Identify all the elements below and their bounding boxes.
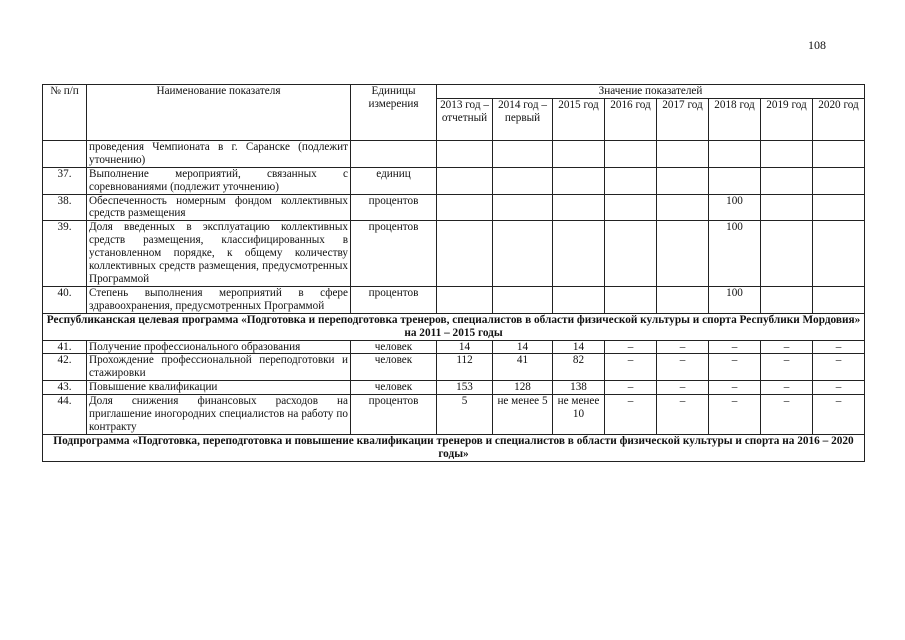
header-year: 2016 год xyxy=(605,98,657,140)
row-num: 41. xyxy=(43,340,87,354)
row-unit: единиц xyxy=(351,167,437,194)
row-value xyxy=(657,140,709,167)
row-value xyxy=(553,167,605,194)
row-unit: процентов xyxy=(351,194,437,221)
row-unit: процентов xyxy=(351,286,437,313)
header-name: Наименование показателя xyxy=(87,85,351,141)
row-name: Доля снижения финансовых расходов на приглашение иногородних специалистов на работу по контракту xyxy=(87,395,351,435)
row-value: 100 xyxy=(709,286,761,313)
row-value xyxy=(605,194,657,221)
row-value: – xyxy=(813,395,865,435)
header-year: 2014 год – первый xyxy=(493,98,553,140)
row-value xyxy=(437,221,493,287)
row-num: 43. xyxy=(43,381,87,395)
row-value: 14 xyxy=(493,340,553,354)
row-value: – xyxy=(813,354,865,381)
row-value: – xyxy=(813,381,865,395)
row-unit: человек xyxy=(351,381,437,395)
header-year: 2020 год xyxy=(813,98,865,140)
section-row xyxy=(43,434,865,461)
row-value xyxy=(709,140,761,167)
row-value: – xyxy=(761,381,813,395)
row-value xyxy=(813,221,865,287)
row-value xyxy=(605,221,657,287)
table-row xyxy=(43,221,865,287)
row-name: проведения Чемпионата в г. Саранске (подлежит уточнению) xyxy=(87,140,351,167)
row-value: 41 xyxy=(493,354,553,381)
row-num: 38. xyxy=(43,194,87,221)
row-value: 14 xyxy=(553,340,605,354)
row-num: 44. xyxy=(43,395,87,435)
row-value: – xyxy=(657,340,709,354)
row-value: – xyxy=(605,340,657,354)
table-row xyxy=(43,140,865,167)
row-unit: человек xyxy=(351,354,437,381)
table-row xyxy=(43,354,865,381)
row-value xyxy=(813,194,865,221)
row-value: – xyxy=(657,381,709,395)
indicators-table xyxy=(42,84,865,462)
row-value xyxy=(813,286,865,313)
table-row xyxy=(43,167,865,194)
row-value: – xyxy=(709,381,761,395)
row-value: – xyxy=(657,395,709,435)
row-value: – xyxy=(605,354,657,381)
row-value xyxy=(553,194,605,221)
row-value xyxy=(605,167,657,194)
row-value xyxy=(493,286,553,313)
row-value: – xyxy=(761,340,813,354)
row-name: Обеспеченность номерным фондом коллективных средств размещения xyxy=(87,194,351,221)
table-row xyxy=(43,194,865,221)
row-value: 14 xyxy=(437,340,493,354)
header-year: 2019 год xyxy=(761,98,813,140)
row-unit xyxy=(351,140,437,167)
row-value: 128 xyxy=(493,381,553,395)
row-value xyxy=(553,221,605,287)
row-value: – xyxy=(761,395,813,435)
row-value: – xyxy=(709,395,761,435)
header-num: № п/п xyxy=(43,85,87,141)
row-name: Доля введенных в эксплуатацию коллективных средств размещения, классифицированных в установленном порядке, к общему количеству коллективных средств размещения, предусмотренных Программой xyxy=(87,221,351,287)
header-year: 2018 год xyxy=(709,98,761,140)
row-value xyxy=(657,194,709,221)
row-num: 42. xyxy=(43,354,87,381)
row-name: Степень выполнения мероприятий в сфере здравоохранения, предусмотренных Программой xyxy=(87,286,351,313)
row-num: 39. xyxy=(43,221,87,287)
header-year: 2013 год – отчетный xyxy=(437,98,493,140)
section-heading-program: Республиканская целевая программа «Подготовка и переподготовка тренеров, специалистов в области физической культуры и спорта Республики Мордовия» на 2011 – 2015 годы xyxy=(43,313,865,340)
row-value xyxy=(761,221,813,287)
row-value xyxy=(493,167,553,194)
row-value: 112 xyxy=(437,354,493,381)
row-value xyxy=(761,167,813,194)
header-year: 2017 год xyxy=(657,98,709,140)
table-row xyxy=(43,395,865,435)
row-value: – xyxy=(709,354,761,381)
row-value xyxy=(605,286,657,313)
row-value: 100 xyxy=(709,221,761,287)
row-value: – xyxy=(605,381,657,395)
row-name: Повышение квалификации xyxy=(87,381,351,395)
row-value xyxy=(761,194,813,221)
table-row xyxy=(43,381,865,395)
row-value: 82 xyxy=(553,354,605,381)
row-name: Выполнение мероприятий, связанных с соревнованиями (подлежит уточнению) xyxy=(87,167,351,194)
row-value: – xyxy=(813,340,865,354)
row-value: – xyxy=(605,395,657,435)
row-value xyxy=(553,140,605,167)
row-value xyxy=(437,140,493,167)
row-unit: процентов xyxy=(351,221,437,287)
row-value xyxy=(605,140,657,167)
row-value xyxy=(657,286,709,313)
table-row xyxy=(43,340,865,354)
row-num: 37. xyxy=(43,167,87,194)
header-values-group: Значение показателей xyxy=(437,85,865,99)
section-row xyxy=(43,313,865,340)
row-value xyxy=(761,286,813,313)
header-year: 2015 год xyxy=(553,98,605,140)
row-value: – xyxy=(709,340,761,354)
row-value xyxy=(437,286,493,313)
row-name: Прохождение профессиональной переподготовки и стажировки xyxy=(87,354,351,381)
page-number: 108 xyxy=(808,38,826,52)
row-value xyxy=(709,167,761,194)
row-value: 100 xyxy=(709,194,761,221)
row-value xyxy=(437,167,493,194)
row-value: не менее 10 xyxy=(553,395,605,435)
row-value xyxy=(657,221,709,287)
row-value xyxy=(657,167,709,194)
row-value xyxy=(813,140,865,167)
table-header-row-1 xyxy=(43,85,865,99)
row-unit: процентов xyxy=(351,395,437,435)
row-value xyxy=(813,167,865,194)
row-value: 138 xyxy=(553,381,605,395)
row-value xyxy=(437,194,493,221)
row-num xyxy=(43,140,87,167)
row-value: 5 xyxy=(437,395,493,435)
row-value xyxy=(553,286,605,313)
row-value: 153 xyxy=(437,381,493,395)
row-value: – xyxy=(761,354,813,381)
row-value xyxy=(761,140,813,167)
row-value: не менее 5 xyxy=(493,395,553,435)
row-num: 40. xyxy=(43,286,87,313)
row-unit: человек xyxy=(351,340,437,354)
row-value xyxy=(493,140,553,167)
row-value xyxy=(493,221,553,287)
row-name: Получение профессионального образования xyxy=(87,340,351,354)
table-row xyxy=(43,286,865,313)
section-heading-subprogram: Подпрограмма «Подготовка, переподготовка и повышение квалификации тренеров и специалистов в области физической культуры и спорта на 2016 – 2020 годы» xyxy=(43,434,865,461)
header-units: Единицы измерения xyxy=(351,85,437,141)
row-value xyxy=(493,194,553,221)
row-value: – xyxy=(657,354,709,381)
